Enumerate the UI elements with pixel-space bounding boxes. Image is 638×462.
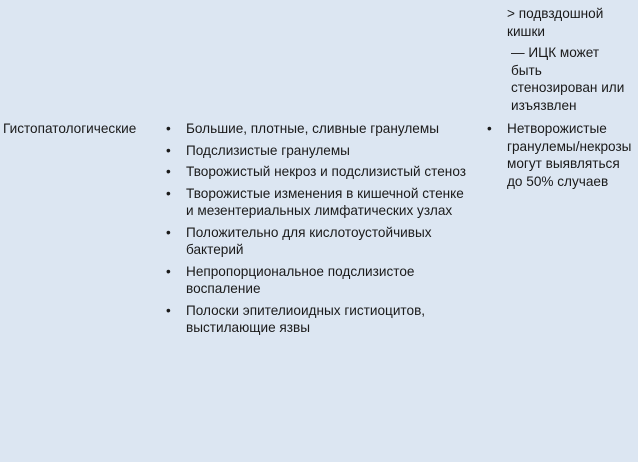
text-line: стенозирован или: [511, 80, 625, 95]
list-item-text: Полоски эпителиоидных гистиоцитов, выстилающие язвы: [186, 302, 426, 335]
bullet-icon: •: [166, 224, 171, 240]
histopathology-features-list: [166, 120, 466, 341]
list-item-text: Подслизистые гранулемы: [186, 142, 350, 158]
bullet-icon: •: [166, 142, 171, 158]
text-line: — ИЦК может: [511, 45, 600, 60]
list-item: [166, 163, 466, 181]
top-cell-text: [507, 5, 638, 118]
bullet-icon: •: [166, 164, 171, 179]
list-item-text: Непропорциональное подслизистое воспаление: [186, 263, 415, 296]
top-cell-paragraph-2: [507, 44, 638, 114]
text-line: > подвздошной: [507, 6, 604, 21]
row-label: Гистопатологические: [3, 121, 137, 136]
text-line: изъязвлен: [511, 97, 577, 113]
bullet-icon: •: [166, 185, 171, 201]
list-item: [166, 185, 466, 220]
list-item-text: Творожистый некроз и подслизистый стеноз: [186, 164, 466, 179]
bullet-icon: •: [166, 121, 171, 136]
bullet-icon: •: [166, 263, 171, 279]
list-item: [487, 120, 638, 190]
list-item-text: Положительно для кислотоустойчивых бактерий: [186, 224, 432, 257]
text-line: кишки: [507, 23, 545, 39]
list-item: [166, 263, 466, 298]
text-line: быть: [511, 62, 542, 78]
bullet-icon: •: [166, 302, 171, 318]
comparison-features-list: [487, 120, 638, 190]
bullet-icon: •: [487, 121, 492, 136]
list-item: [166, 302, 466, 337]
list-item: [166, 142, 466, 160]
list-item: [166, 120, 466, 138]
list-item-text: Большие, плотные, сливные гранулемы: [186, 121, 439, 136]
list-item-text: Нетворожистые гранулемы/некрозы могут выявляться до 50% случаев: [507, 121, 632, 189]
list-item-text: Творожистые изменения в кишечной стенке и мезентериальных лимфатических узлах: [186, 185, 464, 218]
top-cell-paragraph-1: [507, 5, 638, 40]
list-item: [166, 224, 466, 259]
